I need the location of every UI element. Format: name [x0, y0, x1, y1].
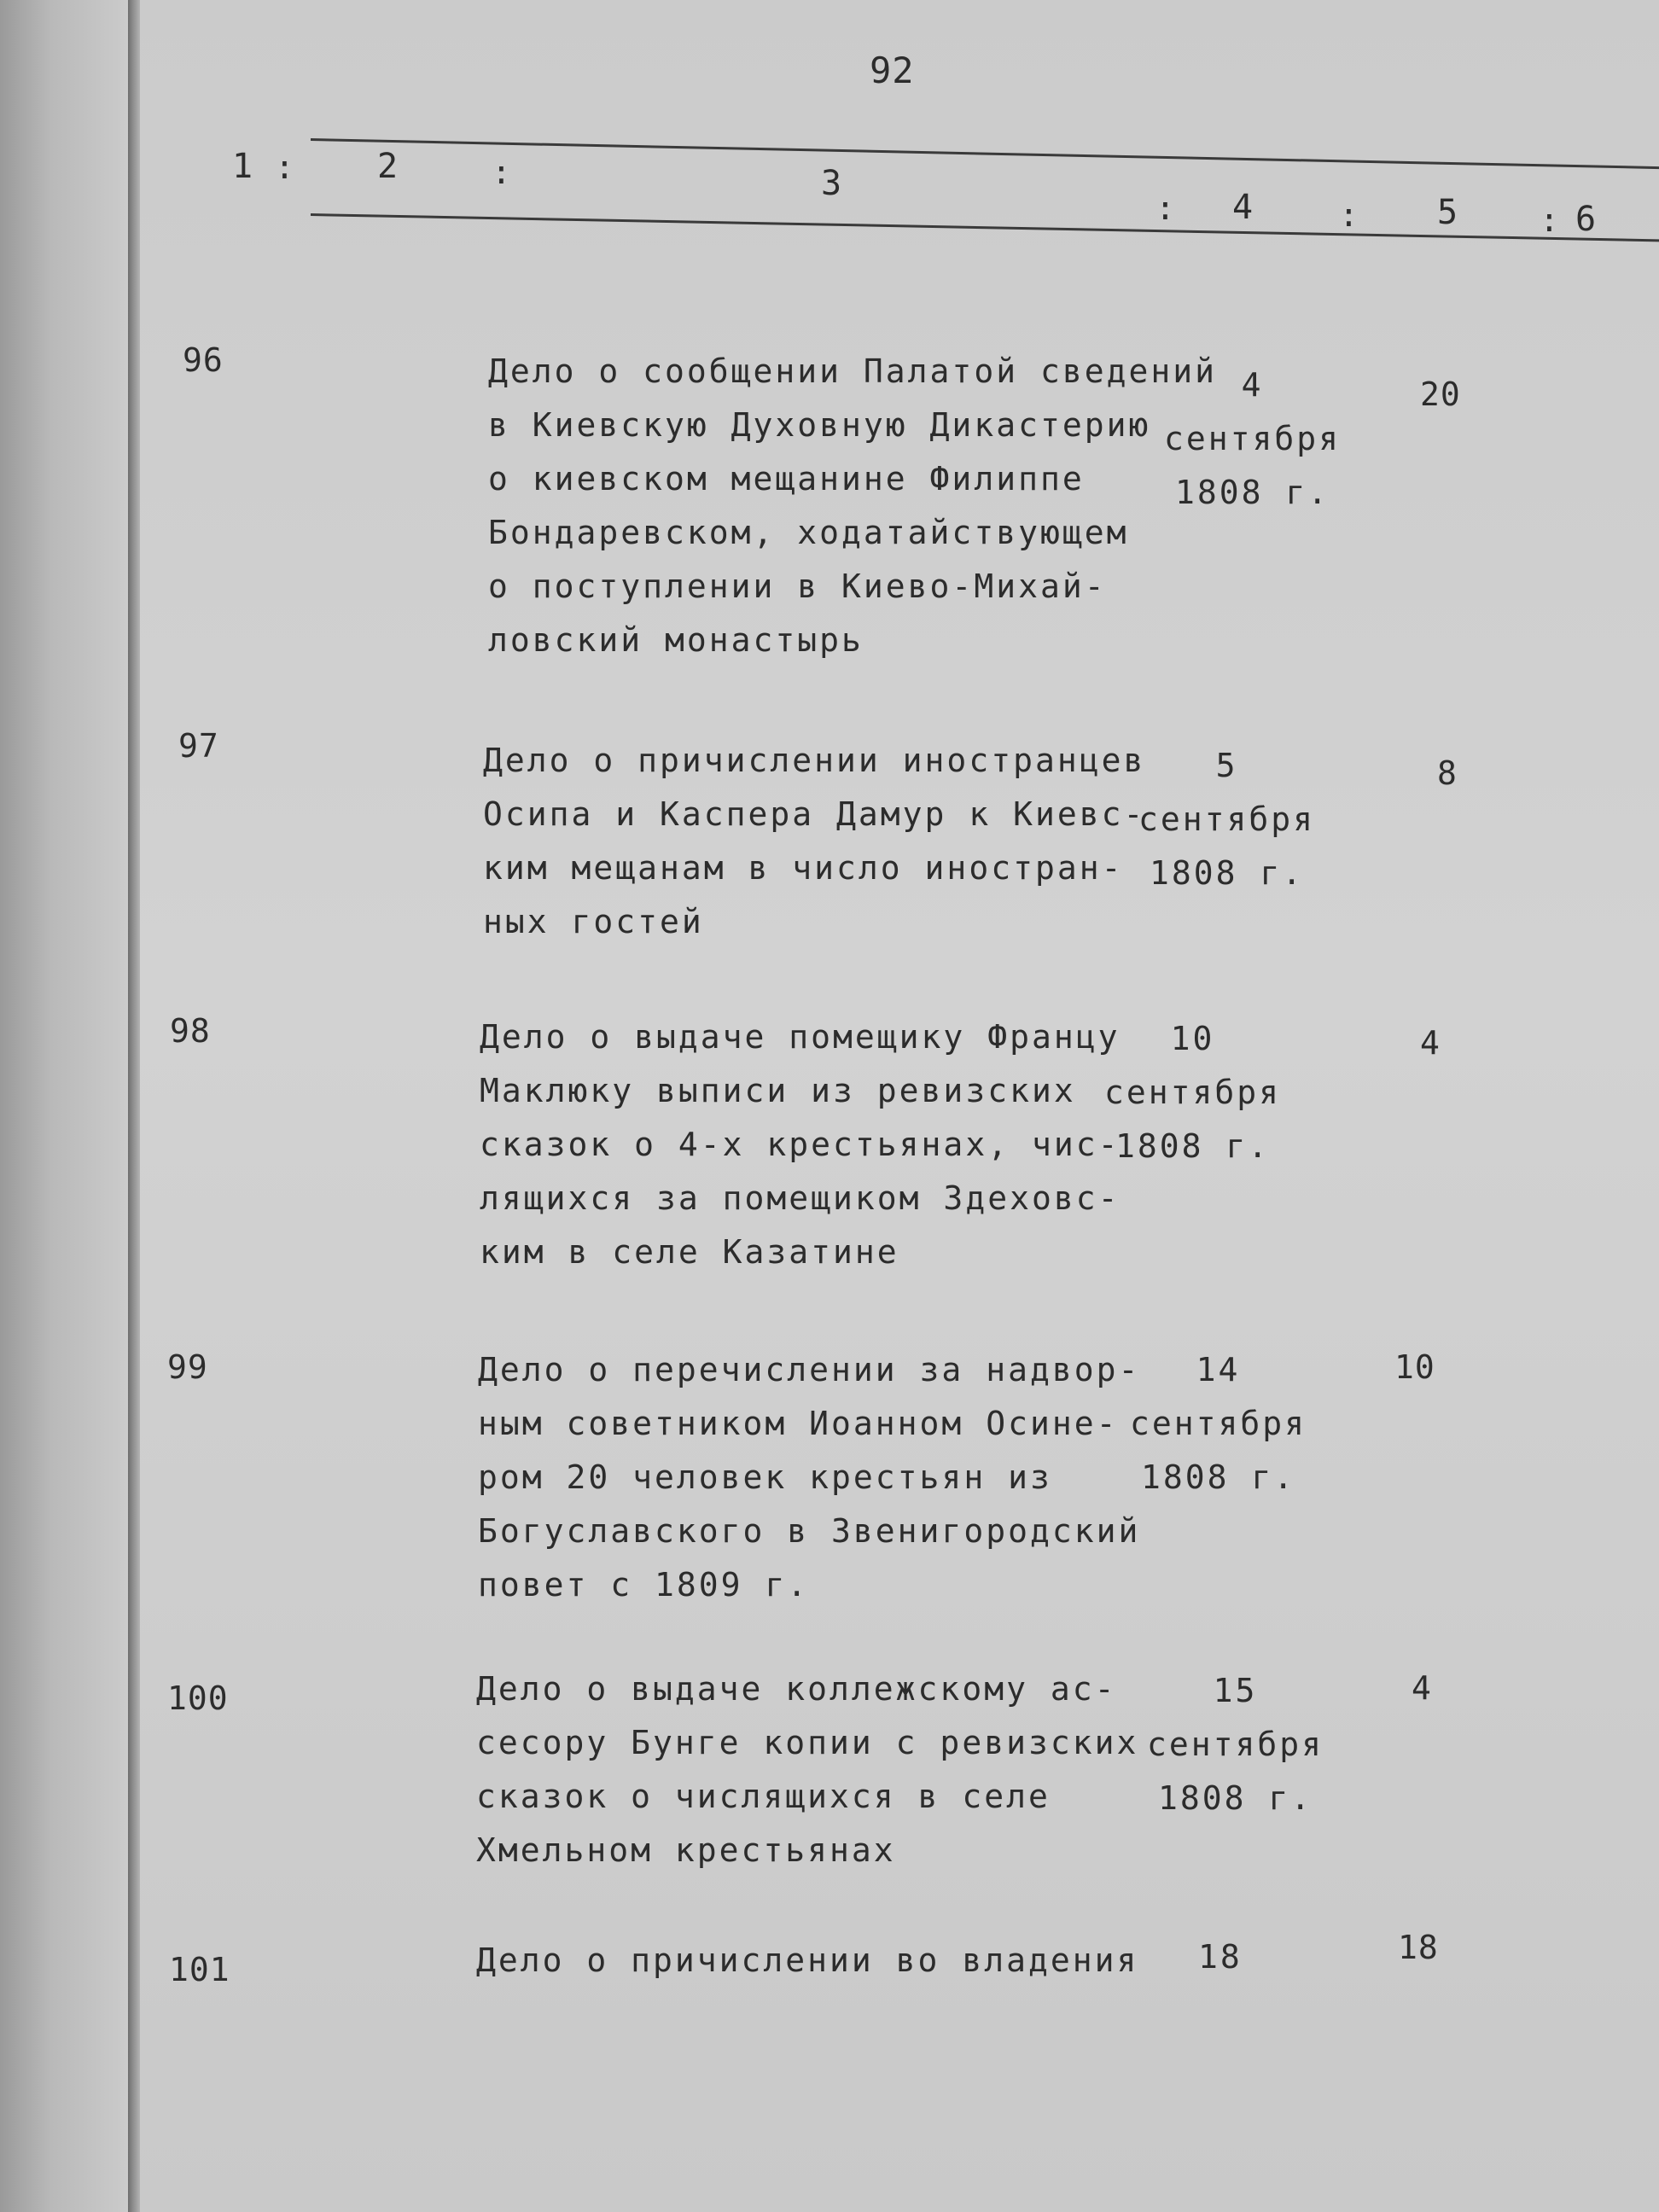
column-separator: :: [1155, 189, 1178, 227]
entry-sheet-count: 18: [1398, 1929, 1439, 1966]
entry-sheet-count: 20: [1420, 375, 1461, 413]
column-number-1: 1: [232, 147, 256, 186]
entry-number: 99: [167, 1348, 208, 1386]
entry-date: 5 сентября 1808 г.: [1138, 747, 1316, 892]
entry-description: Дело о причислении иностранцев Осипа и Каспера Дамур к Киевс- ким мещанам в число иностран- ных гостей: [483, 742, 1146, 940]
entry-description: Дело о причислении во владения: [476, 1941, 1139, 1979]
column-separator: :: [1540, 201, 1562, 239]
entry-date: 15 сентября 1808 г.: [1147, 1672, 1324, 1817]
column-number-5: 5: [1437, 193, 1461, 232]
entry-date: 18: [1198, 1938, 1243, 1976]
entry-date: 14 сентября 1808 г.: [1130, 1351, 1307, 1496]
book-spine: [128, 0, 140, 2212]
entry-description: Дело о выдаче коллежскому ас- сесору Бунге копии с ревизских сказок о числящихся в селе Хмельном крестьянах: [476, 1670, 1139, 1869]
entry-description: Дело о сообщении Палатой сведений в Киевскую Духовную Дикастерию о киевском мещанине Филиппе Бондаревском, ходатайствующем о поступлении в Киево-Михай- ловский монастырь: [488, 352, 1217, 659]
entry-sheet-count: 4: [1412, 1669, 1432, 1707]
column-number-3: 3: [821, 164, 845, 203]
column-number-4: 4: [1232, 188, 1256, 227]
document-page: [140, 0, 1659, 2212]
entry-number: 101: [169, 1951, 230, 1988]
page-number: 92: [870, 49, 915, 91]
entry-number: 100: [167, 1679, 229, 1717]
entry-sheet-count: 10: [1394, 1348, 1435, 1386]
entry-date: 10 сентября 1808 г.: [1104, 1020, 1282, 1165]
column-separator: :: [492, 154, 514, 191]
entry-description: Дело о перечислении за надвор- ным советником Иоанном Осине- ром 20 человек крестьян из Богуславского в Звенигородский повет с 1809 г.: [478, 1351, 1141, 1604]
column-number-6: 6: [1575, 200, 1599, 239]
column-separator: :: [1339, 196, 1361, 234]
entry-number: 96: [183, 341, 224, 379]
column-number-2: 2: [377, 147, 401, 186]
entry-sheet-count: 8: [1437, 754, 1458, 792]
entry-date: 4 сентября 1808 г.: [1164, 366, 1342, 511]
entry-sheet-count: 4: [1420, 1024, 1441, 1062]
column-separator: :: [275, 148, 297, 186]
entry-description: Дело о выдаче помещику Францу Маклюку выписи из ревизских сказок о 4-х крестьянах, чис- лящихся за помещиком Здеховс- ким в селе Казатине: [480, 1018, 1121, 1271]
entry-number: 98: [170, 1012, 211, 1050]
entry-number: 97: [178, 727, 219, 765]
